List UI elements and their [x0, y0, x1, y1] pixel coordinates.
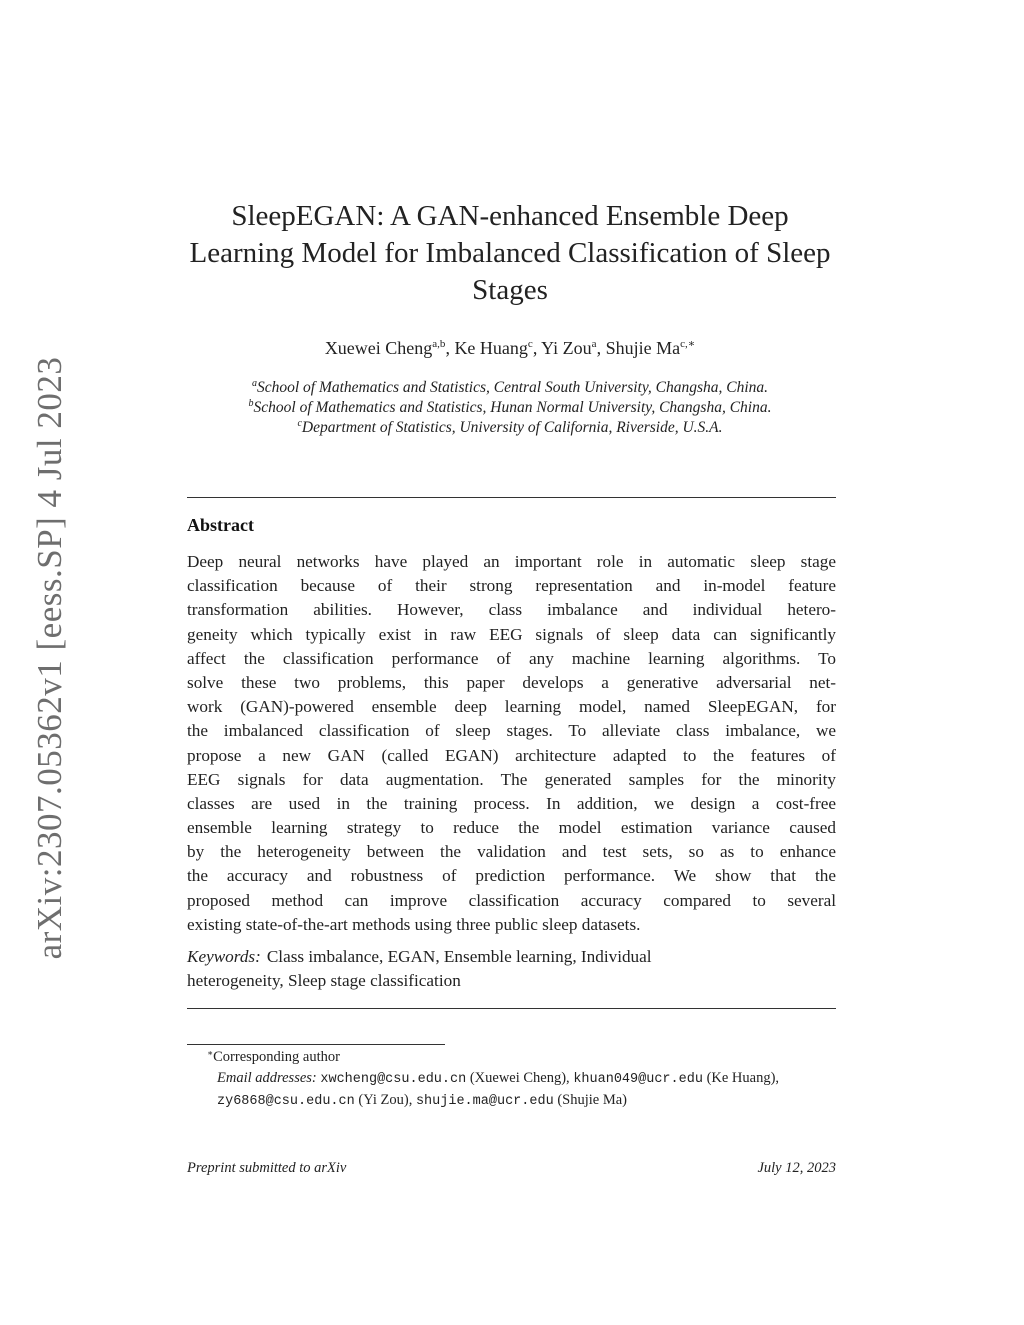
paper-title — [150, 198, 870, 309]
affiliation-text: School of Mathematics and Statistics, Central South University, Changsha, China. — [256, 379, 769, 396]
email-owner: (Ke Huang), — [702, 1070, 780, 1086]
abstract-line: geneity which typically exist in raw EEG signals of sleep data can significantly — [187, 624, 836, 644]
bottom-divider — [187, 1008, 836, 1009]
author-separator: , — [445, 338, 455, 358]
author-separator: , — [596, 338, 606, 358]
author-name: Xuewei Cheng — [324, 338, 433, 358]
abstract-line: affect the classification performance of any machine learning algorithms. To — [187, 648, 836, 668]
top-divider — [187, 497, 836, 498]
email-link[interactable]: xwcheng@csu.edu.cn — [320, 1072, 467, 1087]
title-line-2: Learning Model for Imbalanced Classification of Sleep — [189, 237, 831, 269]
abstract-line: the imbalanced classification of sleep stages. To alleviate class imbalance, we — [187, 721, 836, 741]
abstract-line: existing state-of-the-art methods using three public sleep datasets. — [187, 914, 641, 934]
keywords-text-1: Class imbalance, EGAN, Ensemble learning, Individual — [266, 947, 652, 966]
preprint-note: Preprint submitted to arXiv — [187, 1160, 347, 1176]
author-affil-mark: c — [527, 338, 533, 350]
author-separator: , — [532, 338, 542, 358]
affiliation-mark: a — [251, 378, 257, 389]
arxiv-stamp: arXiv:2307.05362v1 [eess.SP] 4 Jul 2023 — [30, 356, 69, 960]
email-addresses — [187, 1068, 836, 1112]
author-list — [150, 338, 870, 359]
affiliation-list — [150, 378, 870, 438]
keywords-label: Keywords: — [187, 947, 261, 966]
affiliation-mark: c — [297, 418, 302, 429]
abstract-line: by the heterogeneity between the validation and test sets, so as to enhance — [187, 842, 836, 862]
abstract-line: Deep neural networks have played an important role in automatic sleep stage — [187, 552, 836, 571]
abstract-line: EEG signals for data augmentation. The generated samples for the minority — [187, 769, 836, 789]
affiliation-item — [150, 378, 870, 398]
abstract-line: classification because of their strong representation and in-model feature — [187, 576, 836, 596]
email-owner: (Yi Zou), — [354, 1092, 416, 1108]
title-line-1: SleepEGAN: A GAN-enhanced Ensemble Deep — [231, 200, 789, 232]
affiliation-text: School of Mathematics and Statistics, Hunan Normal University, Changsha, China. — [253, 399, 772, 416]
abstract-line: solve these two problems, this paper develops a generative adversarial net- — [187, 672, 836, 692]
keywords — [187, 945, 836, 993]
author-affil-mark: c,∗ — [680, 338, 696, 350]
author-affil-mark: a,b — [432, 338, 446, 350]
affiliation-item — [150, 398, 870, 418]
footnote-rule — [187, 1044, 445, 1045]
corresponding-text: Corresponding author — [213, 1049, 340, 1065]
email-link[interactable]: zy6868@csu.edu.cn — [217, 1094, 355, 1109]
keywords-text-2: heterogeneity, Sleep stage classification — [187, 971, 461, 991]
corresponding-mark: ∗ — [207, 1048, 214, 1058]
footnote — [187, 1047, 836, 1112]
author-name: Yi Zou — [541, 338, 592, 358]
author-name: Shujie Ma — [605, 338, 681, 358]
author-affil-mark: a — [591, 338, 597, 350]
abstract-heading: Abstract — [187, 515, 254, 535]
affiliation-text: Department of Statistics, University of California, Riverside, U.S.A. — [301, 419, 723, 436]
abstract-line: classes are used in the training process. In addition, we design a cost-free — [187, 793, 836, 813]
email-owner: (Shujie Ma) — [553, 1092, 627, 1108]
abstract-line: ensemble learning strategy to reduce the model estimation variance caused — [187, 818, 836, 838]
email-link[interactable]: shujie.ma@ucr.edu — [415, 1094, 554, 1109]
email-link[interactable]: khuan049@ucr.edu — [573, 1072, 703, 1087]
affiliation-item — [150, 418, 870, 438]
abstract-line: the accuracy and robustness of prediction performance. We show that the — [187, 866, 836, 886]
abstract-line: propose a new GAN (called EGAN) architecture adapted to the features of — [187, 745, 836, 765]
abstract-line: proposed method can improve classification accuracy compared to several — [187, 890, 836, 910]
preprint-date: July 12, 2023 — [757, 1160, 836, 1176]
email-label: Email addresses: — [217, 1070, 317, 1086]
corresponding-author-note — [187, 1047, 836, 1068]
abstract-body — [187, 550, 836, 937]
keywords-line-1 — [187, 945, 836, 969]
affiliation-mark: b — [248, 398, 254, 409]
abstract-line: work (GAN)-powered ensemble deep learning model, named SleepEGAN, for — [187, 697, 836, 717]
abstract-line: transformation abilities. However, class imbalance and individual hetero- — [187, 600, 836, 620]
email-owner: (Xuewei Cheng), — [466, 1070, 574, 1086]
author-name: Ke Huang — [454, 338, 528, 358]
title-line-3: Stages — [472, 274, 548, 306]
